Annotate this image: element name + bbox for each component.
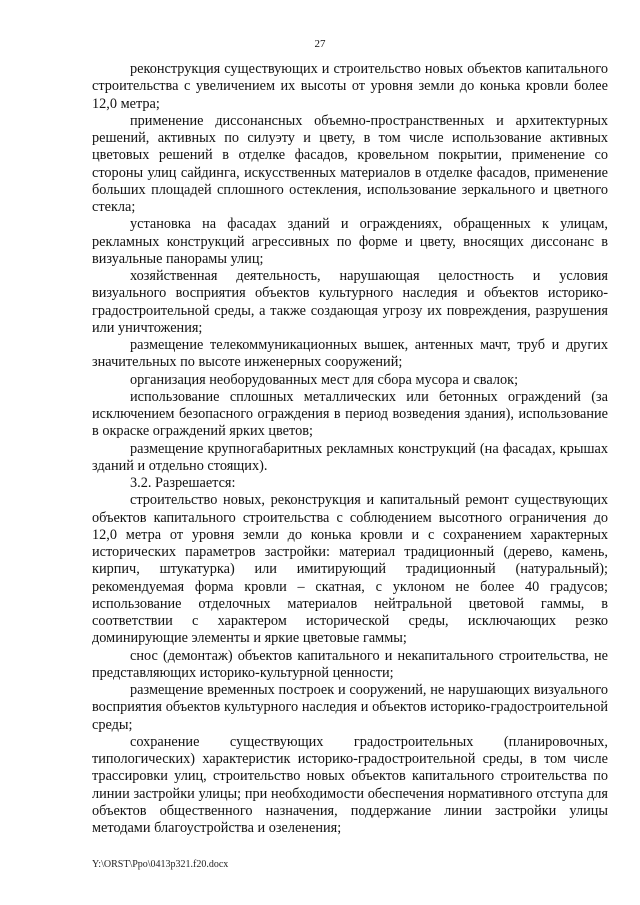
footer-file-path: Y:\ORST\Ppo\0413p321.f20.docx xyxy=(92,859,229,870)
section-heading: 3.2. Разрешается: xyxy=(130,475,236,491)
paragraph: хозяйственная деятельность, нарушающая целостность и условия визуального восприятия объектов культурного наследия и объектов историко-градостроительной среды, а также создающая угрозу их повреждения, разрушения или уничтожения; xyxy=(92,268,608,336)
paragraph: размещение телекоммуникационных вышек, антенных мачт, труб и других значительных по высоте инженерных сооружений; xyxy=(92,337,608,371)
paragraph: размещение временных построек и сооружений, не нарушающих визуального восприятия объектов культурного наследия и объектов историко-градостроительной среды; xyxy=(92,682,608,733)
paragraph: реконструкция существующих и строительство новых объектов капитального строительства с увеличением их высоты от уровня земли до конька кровли более 12,0 метра; xyxy=(92,61,608,112)
paragraph: организация необорудованных мест для сбора мусора и свалок; xyxy=(130,371,519,388)
document-body xyxy=(92,61,608,837)
paragraph: строительство новых, реконструкция и капитальный ремонт существующих объектов капитального строительства с соблюдением высотного ограничения до 12,0 метра от уровня земли до конька кровли и с сохранением характерных исторических параметров застройки: материал традиционный (дерево, камень, кирпич, штукатурка) или имитирующий традиционный (натуральный); рекомендуемая форма кровли – скатная, с уклоном не более 40 градусов; использование отделочных материалов нейтральной цветовой гаммы, в соответствии с характером исторической среды, исключающих резко доминирующие элементы и яркие цветовые гаммы; xyxy=(92,492,608,647)
paragraph: установка на фасадах зданий и ограждениях, обращенных к улицам, рекламных конструкций агрессивных по форме и цвету, вносящих диссонанс в визуальные панорамы улиц; xyxy=(92,216,608,267)
page-number: 27 xyxy=(314,38,326,50)
paragraph: размещение крупногабаритных рекламных конструкций (на фасадах, крышах зданий и отдельно стоящих). xyxy=(92,440,608,474)
paragraph: использование сплошных металлических или бетонных ограждений (за исключением безопасного ограждения в период возведения здания), использование в окраске ограждений ярких цветов; xyxy=(92,388,608,440)
paragraph: снос (демонтаж) объектов капитального и некапитального строительства, не представляющих историко-культурной ценности; xyxy=(92,647,608,681)
paragraph: применение диссонансных объемно-пространственных и архитектурных решений, активных по силуэту и цвету, в том числе использование активных цветовых решений в отделке фасадов, кровельном покрытии, применение со стороны улиц сайдинга, искусственных материалов в отделке фасадов, применение больших площадей сплошного остекления, использование зеркального и цветного стекла; xyxy=(92,112,608,215)
paragraph: сохранение существующих градостроительных (планировочных, типологических) характеристик историко-градостроительной среды, в том числе трассировки улиц, строительство новых объектов капитального строительства по линии застройки улицы; при необходимости обеспечения нормативного отступа для объектов общественного назначения, поддержание линии застройки улицы методами благоустройства и озеленения; xyxy=(92,733,608,836)
